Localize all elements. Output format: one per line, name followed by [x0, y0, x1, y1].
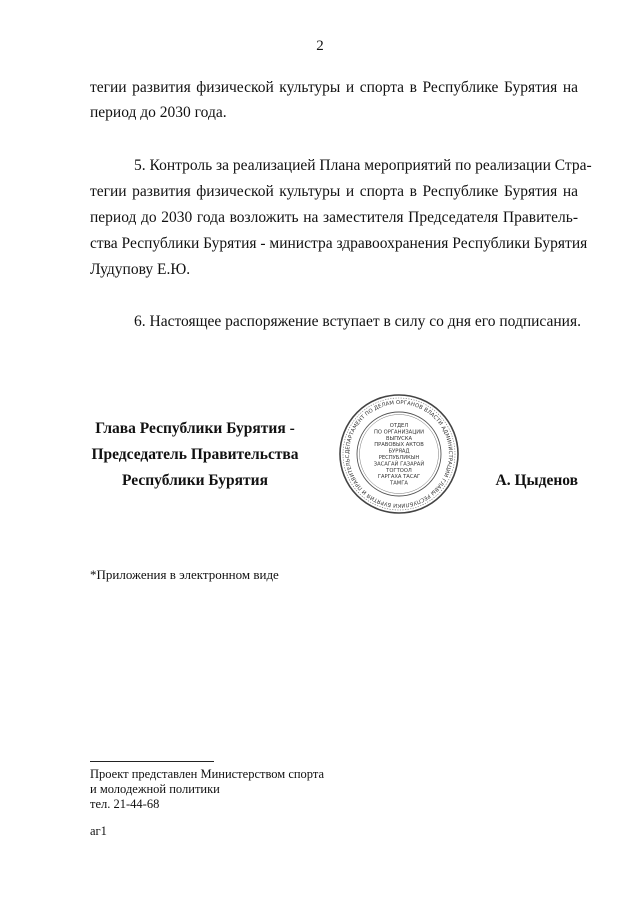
seal-center-line: ПРАВОВЫХ АКТОВ: [374, 442, 424, 449]
paragraph-continuation-line-2: период до 2030 года.: [90, 104, 227, 121]
seal-center-line: ГАРГАХА ТАСАГ: [377, 474, 421, 481]
seal-center-line: БУРЯАД: [388, 448, 410, 455]
seal-center-line: ОТДЕЛ: [389, 423, 409, 429]
seal-center-line: РЕСПУБЛИКЫН: [378, 455, 420, 461]
footnote-line-2: и молодежной политики: [90, 782, 220, 796]
paragraph-item6: 6. Настоящее распоряжение вступает в силу со дня его подписания.: [134, 313, 581, 330]
footnote-line-1: Проект представлен Министерством спорта: [90, 767, 325, 781]
seal-center-line: ТАМГА: [390, 480, 408, 487]
paragraph-item5-line-5: Лудупову Е.Ю.: [90, 261, 191, 278]
page-number: 2: [316, 38, 324, 54]
signatory-title-line-2: Председатель Правительства: [91, 446, 299, 463]
official-seal: [338, 393, 460, 515]
seal-ring-text: ДЕПАРТАМЕНТ ПО ДЕЛАМ ОРГАНОВ ВЛАСТИ АДМИНИСТРАЦИИ ГЛАВЫ РЕСПУБЛИКИ БУРЯТИЯ И ПРАВИТЕЛЬС: [344, 399, 454, 509]
paragraph-item5-line-1: 5. Контроль за реализацией Плана мероприятий по реализации Стра-: [134, 157, 592, 174]
seal-graphic: [338, 393, 460, 515]
seal-center-line: ПО ОРГАНИЗАЦИИ: [373, 429, 425, 436]
paragraph-item5-line-4: ства Республики Бурятия - министра здравоохранения Республики Бурятия: [90, 235, 588, 252]
footnote-divider: [90, 761, 214, 762]
seal-center-line: ВЫПУСКА: [385, 435, 413, 442]
signatory-name: А. Цыденов: [495, 472, 578, 489]
document-code: аг1: [90, 824, 107, 838]
paragraph-item5-line-2: тегии развития физической культуры и спорта в Республике Бурятия на: [90, 183, 578, 200]
seal-center-line: ЗАСАГАЙ ГАЗАРАЙ: [373, 461, 425, 468]
paragraph-item5-line-3: период до 2030 года возложить на заместителя Председателя Правитель-: [90, 209, 578, 226]
signatory-title-line-1: Глава Республики Бурятия -: [95, 420, 295, 437]
signatory-title-line-3: Республики Бурятия: [122, 472, 268, 489]
attachments-note: *Приложения в электронном виде: [90, 567, 279, 582]
footnote-line-3: тел. 21-44-68: [90, 797, 160, 811]
seal-center-line: ТОГТООЛ: [386, 467, 412, 474]
paragraph-continuation-line-1: тегии развития физической культуры и спорта в Республике Бурятия на: [90, 79, 578, 96]
